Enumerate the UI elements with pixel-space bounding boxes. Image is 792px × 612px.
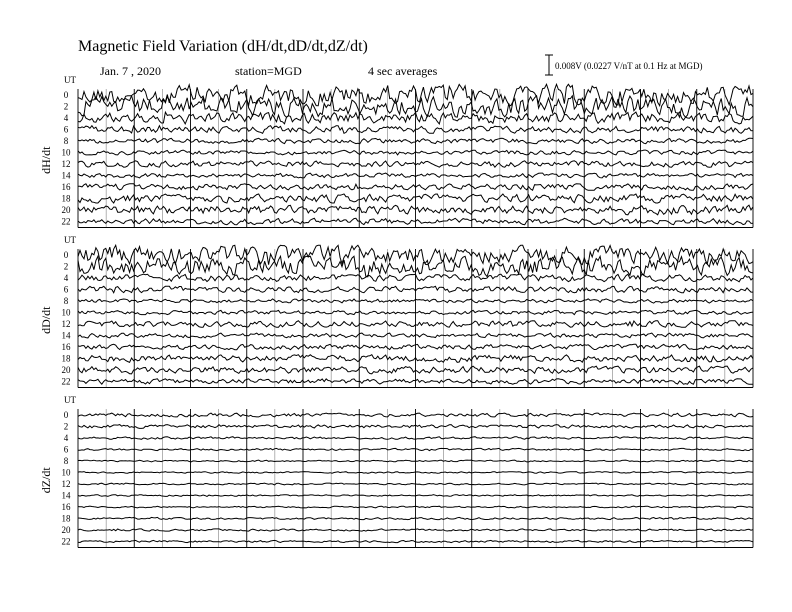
row-label: 18 [61, 513, 71, 524]
row-label: 8 [63, 136, 69, 146]
row-label: 12 [61, 479, 71, 489]
row-label: 10 [61, 307, 71, 318]
row-label: 20 [61, 365, 71, 375]
row-label: 22 [61, 536, 71, 547]
axis-label: dH/dt [39, 146, 53, 174]
ut-label: UT [64, 235, 76, 245]
date-label: Jan. 7 , 2020 [100, 64, 161, 78]
row-label: 14 [61, 170, 71, 181]
row-label: 2 [63, 421, 69, 432]
row-label: 8 [63, 296, 69, 306]
row-label: 22 [61, 216, 71, 227]
row-label: 18 [61, 353, 71, 364]
row-label: 6 [63, 124, 69, 135]
scale-bar [545, 55, 553, 75]
station-label: station=MGD [235, 64, 302, 78]
row-label: 12 [61, 159, 71, 169]
averaging-label: 4 sec averages [368, 64, 438, 78]
row-label: 12 [61, 319, 71, 329]
row-label: 6 [63, 444, 69, 455]
row-label: 0 [63, 410, 69, 420]
row-label: 2 [63, 101, 69, 112]
row-label: 20 [61, 525, 71, 535]
axis-label: dD/dt [39, 306, 53, 334]
row-label: 4 [63, 273, 69, 283]
chart-title: Magnetic Field Variation (dH/dt,dD/dt,dZ/dt) [78, 38, 368, 55]
ut-label: UT [64, 75, 76, 85]
row-label: 16 [61, 502, 71, 512]
row-label: 10 [61, 147, 71, 158]
row-label: 0 [63, 250, 69, 260]
row-label: 10 [61, 467, 71, 478]
row-label: 0 [63, 90, 69, 100]
row-label: 4 [63, 433, 69, 443]
panel-dzdt [39, 395, 753, 548]
ut-label: UT [64, 395, 76, 405]
row-label: 14 [61, 330, 71, 341]
panel-dhdt [39, 75, 753, 228]
row-label: 2 [63, 261, 69, 272]
row-label: 16 [61, 182, 71, 192]
scale-label: 0.008V (0.0227 V/nT at 0.1 Hz at MGD) [555, 61, 703, 71]
axis-label: dZ/dt [39, 467, 53, 494]
row-label: 6 [63, 284, 69, 295]
row-label: 18 [61, 193, 71, 204]
row-label: 8 [63, 456, 69, 466]
row-label: 20 [61, 205, 71, 215]
row-label: 14 [61, 490, 71, 501]
panel-dddt [39, 235, 753, 388]
row-label: 4 [63, 113, 69, 123]
row-label: 22 [61, 376, 71, 387]
row-label: 16 [61, 342, 71, 352]
